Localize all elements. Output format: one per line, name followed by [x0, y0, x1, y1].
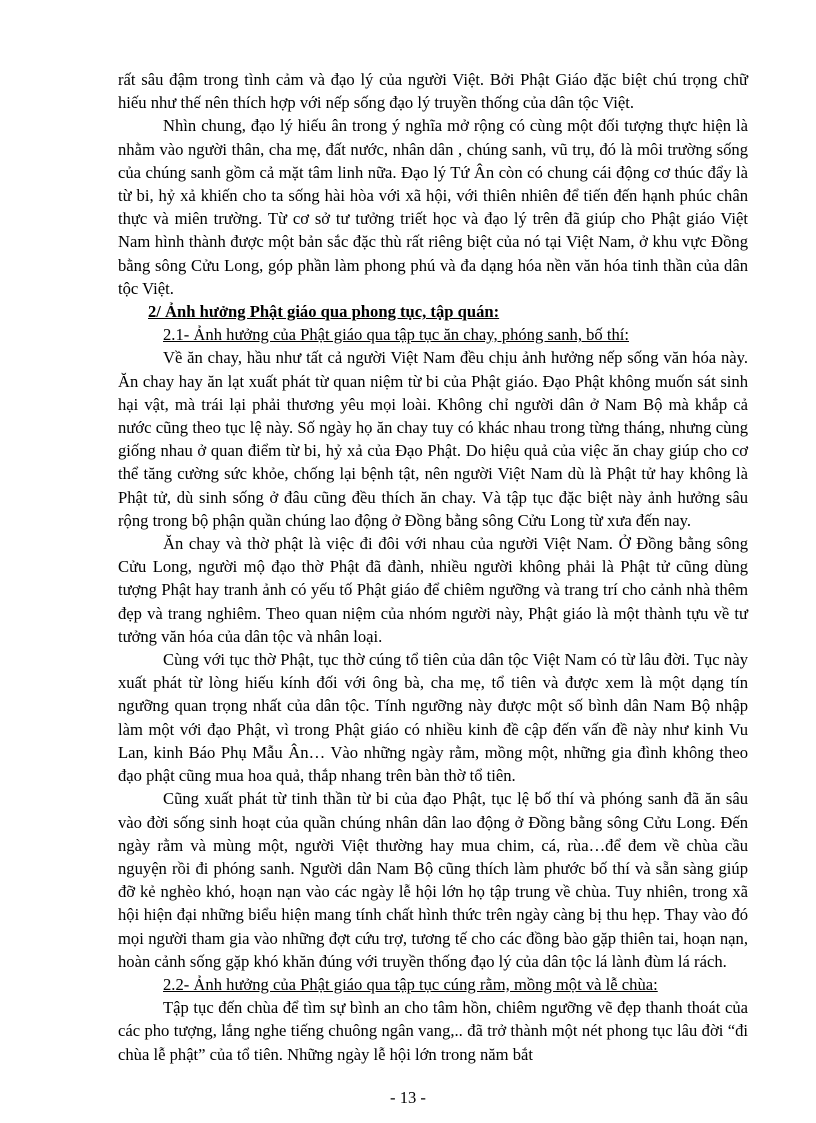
paragraph-intro: rất sâu đậm trong tình cảm và đạo lý của người Việt. Bởi Phật Giáo đặc biệt chú trọng chữ hiếu như thế nên thích hợp với nếp sống đạo lý truyền thống của dân tộc Việt.	[118, 70, 748, 113]
subsection-heading-2-1	[118, 323, 748, 346]
subsection-heading-2-1-text: 2.1- Ảnh hưởng của Phật giáo qua tập tục ăn chay, phóng sanh, bố thí:	[163, 325, 630, 345]
subsection-heading-2-2	[118, 973, 748, 996]
subsection-heading-2-2-text: 2.2- Ảnh hưởng của Phật giáo qua tập tục cúng rằm, mồng một và lễ chùa:	[163, 974, 658, 994]
section-heading-text: 2/ Ảnh hưởng Phật giáo qua phong tục, tập quán:	[148, 302, 500, 322]
paragraph-tho-cung-to-tien: Cùng với tục thờ Phật, tục thờ cúng tổ tiên của dân tộc Việt Nam có từ lâu đời. Tục này xuất phát từ lòng hiếu kính đối với ông bà, cha mẹ, tổ tiên và được xem là một dạng tín ngưỡng quan trọng nhất của dân tộc. Tính ngưỡng này được một số bình dân Nam Bộ nhập làm một với đạo Phật, vì trong Phật giáo có nhiều kinh đề cập đến vấn đề này như kinh Vu Lan, kinh Báo Phụ Mẫu Ân… Vào những ngày rằm, mồng một, những gia đình không theo đạo phật cũng mua hoa quả, thắp nhang trên bàn thờ tổ tiên.	[118, 650, 748, 786]
paragraph-bo-thi-phong-sanh: Cũng xuất phát từ tinh thần từ bi của đạo Phật, tục lệ bố thí và phóng sanh đã ăn sâu vào đời sống sinh hoạt của quần chúng nhân dân lao động ở Đồng bằng sông Cửu Long. Đến ngày rằm và mùng một, người Việt thường hay mua chim, cá, rùa…để đem về chùa cầu nguyện rồi đi phóng sanh. Người dân Nam Bộ cũng thích làm phước bố thí và sẵn sàng giúp đỡ kẻ nghèo khó, hoạn nạn vào các ngày lễ hội lớn họ tập trung về chùa. Tuy nhiên, trong xã hội hiện đại những biểu hiện mang tính chất hình thức trên ngày càng bị thu hẹp. Thay vào đó mọi người tham gia vào những đợt cứu trợ, tương tế cho các đồng bào gặp thiên tai, hoạn nạn, hoàn cảnh sống gặp khó khăn đúng với truyền thống đạo lý của dân tộc lá lành đùm lá rách.	[118, 789, 748, 971]
paragraph-an-chay: Về ăn chay, hầu như tất cả người Việt Nam đều chịu ảnh hưởng nếp sống văn hóa này. Ăn chay hay ăn lạt xuất phát từ quan niệm từ bi của Phật giáo. Đạo Phật không muốn sát sinh hại vật, mà trái lại phải thương yêu mọi loài. Không chỉ người dân ở Nam Bộ mà khắp cả nước cũng theo tục lệ này. Số ngày họ ăn chay tuy có khác nhau trong từng tháng, nhưng cùng giống nhau ở quan điểm từ bi, hỷ xả của Đạo Phật. Do hiệu quả của việc ăn chay giúp cho cơ thể tăng cường sức khỏe, chống lại bệnh tật, nên người Việt Nam dù là Phật tử hay không là Phật tử, dù sinh sống ở đâu cũng đều thích ăn chay. Và tập tục đặc biệt này ảnh hưởng sâu rộng trong bộ phận quần chúng lao động ở Đồng bằng sông Cửu Long từ xưa đến nay.	[118, 348, 748, 530]
paragraph-le-chua: Tập tục đến chùa để tìm sự bình an cho tâm hồn, chiêm ngưỡng vẽ đẹp thanh thoát của các pho tượng, lắng nghe tiếng chuông ngân vang,.. đã trở thành một nét phong tục lâu đời “đi chùa lễ phật” của tổ tiên. Những ngày lễ hội lớn trong năm bắt	[118, 998, 748, 1064]
page-number: - 13 -	[390, 1088, 426, 1107]
document-page	[118, 68, 748, 1066]
section-heading	[118, 300, 748, 323]
paragraph-hieu-an: Nhìn chung, đạo lý hiếu ân trong ý nghĩa mở rộng có cùng một đối tượng thực hiện là nhằm vào người thân, cha mẹ, đất nước, nhân dân , chúng sanh, vũ trụ, đó là môi trường sống của chúng sanh gồm cả mặt tâm linh nữa. Đạo lý Tứ Ân còn có chung cái động cơ thúc đẩy là từ bi, hỷ xả khiến cho ta sống hài hòa với xã hội, với thiên nhiên để tiến đến hạnh phúc chân thực và miên trường. Từ cơ sở tư tưởng triết học và đạo lý trên đã giúp cho Phật giáo Việt Nam hình thành được một bản sắc đặc thù rất riêng biệt của nó tại Việt Nam, ở khu vực Đồng bằng sông Cửu Long, góp phần làm phong phú và đa dạng hóa nền văn hóa tinh thần của dân tộc Việt.	[118, 116, 748, 298]
paragraph-tho-phat: Ăn chay và thờ phật là việc đi đôi với nhau của người Việt Nam. Ở Đồng bằng sông Cửu Long, người mộ đạo thờ Phật đã đành, nhiều người không phải là Phật tử cũng dùng tượng Phật hay tranh ảnh có yếu tố Phật giáo để chiêm ngưỡng và trang trí cho cảnh nhà thêm đẹp và trang nghiêm. Theo quan niệm của nhóm người này, Phật giáo là một thành tựu về tư tưởng văn hóa của dân tộc và nhân loại.	[118, 534, 748, 646]
